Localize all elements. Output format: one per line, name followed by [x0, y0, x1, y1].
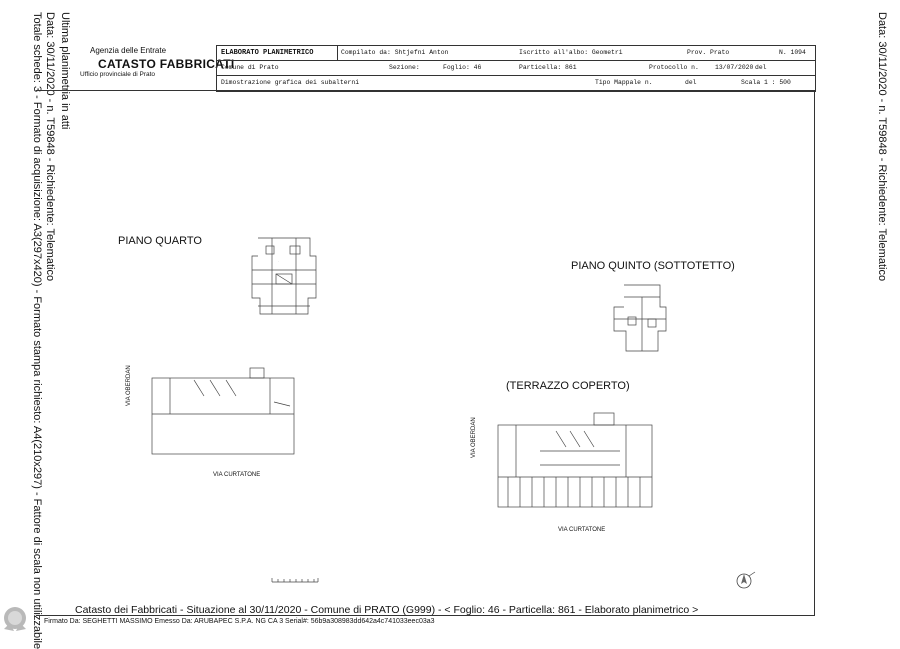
- label-piano-quarto: PIANO QUARTO: [118, 235, 202, 247]
- agency-office: CATASTO FABBRICATI: [98, 57, 235, 71]
- header-foglio: Foglio: 46: [443, 64, 482, 71]
- header-compilato: Compilato da: Shtjefni Anton: [341, 49, 449, 56]
- header-del: del: [755, 64, 767, 71]
- header-tipo-mappale: Tipo Mappale n.: [595, 79, 653, 86]
- header-particella: Particella: 861: [519, 64, 577, 71]
- floorplan-lower-left: [150, 366, 300, 458]
- header-protocollo: Protocollo n.: [649, 64, 699, 71]
- label-piano-quinto: PIANO QUINTO (SOTTOTETTO): [571, 260, 735, 272]
- header-table: [216, 45, 816, 92]
- north-arrow-icon: [734, 570, 758, 590]
- drawing-frame: [36, 90, 815, 616]
- label-terrazzo: (TERRAZZO COPERTO): [506, 380, 630, 392]
- scale-bar: [270, 576, 320, 584]
- agency-sub: Ufficio provinciale di Prato: [80, 71, 156, 78]
- floorplan-lower-right: [496, 411, 658, 511]
- footer-firmato: Firmato Da: SEGHETTI MASSIMO Emesso Da: ARUBAPEC S.P.A. NG CA 3 Serial#: 56b9a308983dd642a4c741033eec03a3: [44, 618, 435, 625]
- header-iscritto: Iscritto all'albo: Geometri: [519, 49, 623, 56]
- footer-situazione: Catasto dei Fabbricati - Situazione al 30/11/2020 - Comune di PRATO (G999) - < Foglio: 46 - Particella: 861 - Elaborato planimetrico >: [75, 604, 699, 616]
- seal-icon: [1, 605, 31, 631]
- vertical-note-planimetria: Ultima planimetria in atti: [59, 12, 71, 130]
- street-via-curtatone-right: VIA CURTATONE: [558, 527, 606, 533]
- floorplan-piano-quarto: [248, 236, 320, 318]
- vertical-note-request: Data: 30/11/2020 - n. T59848 - Richiedente: Telematico: [44, 12, 56, 282]
- header-title: ELABORATO PLANIMETRICO: [221, 49, 314, 57]
- header-dimostrazione: Dimostrazione grafica dei subalterni: [221, 79, 360, 86]
- header-protocollo-date: 13/07/2020: [715, 64, 754, 71]
- agency-name: Agenzia delle Entrate: [90, 46, 167, 55]
- header-del2: del: [685, 79, 697, 86]
- header-prov: Prov. Prato: [687, 49, 730, 56]
- floorplan-piano-quinto: [610, 283, 670, 355]
- vertical-note-request-right: Data: 30/11/2020 - n. T59848 - Richiedente: Telematico: [876, 12, 888, 282]
- svg-text:.: .: [278, 259, 279, 263]
- street-via-oberdan-left: VIA OBERDAN: [126, 365, 132, 406]
- header-sezione: Sezione:: [389, 64, 420, 71]
- header-numero: N. 1094: [779, 49, 806, 56]
- header-comune: Comune di Prato: [221, 64, 279, 71]
- header-scala: Scala 1 : 500: [741, 79, 791, 86]
- street-via-curtatone-left: VIA CURTATONE: [213, 472, 261, 478]
- street-via-oberdan-right: VIA OBERDAN: [471, 417, 477, 458]
- vertical-note-format: Totale schede: 3 - Formato di acquisizione: A3(297x420) - Formato stampa richiesto: A4(210x297) - Fattore di scala non utilizzabile: [31, 12, 43, 649]
